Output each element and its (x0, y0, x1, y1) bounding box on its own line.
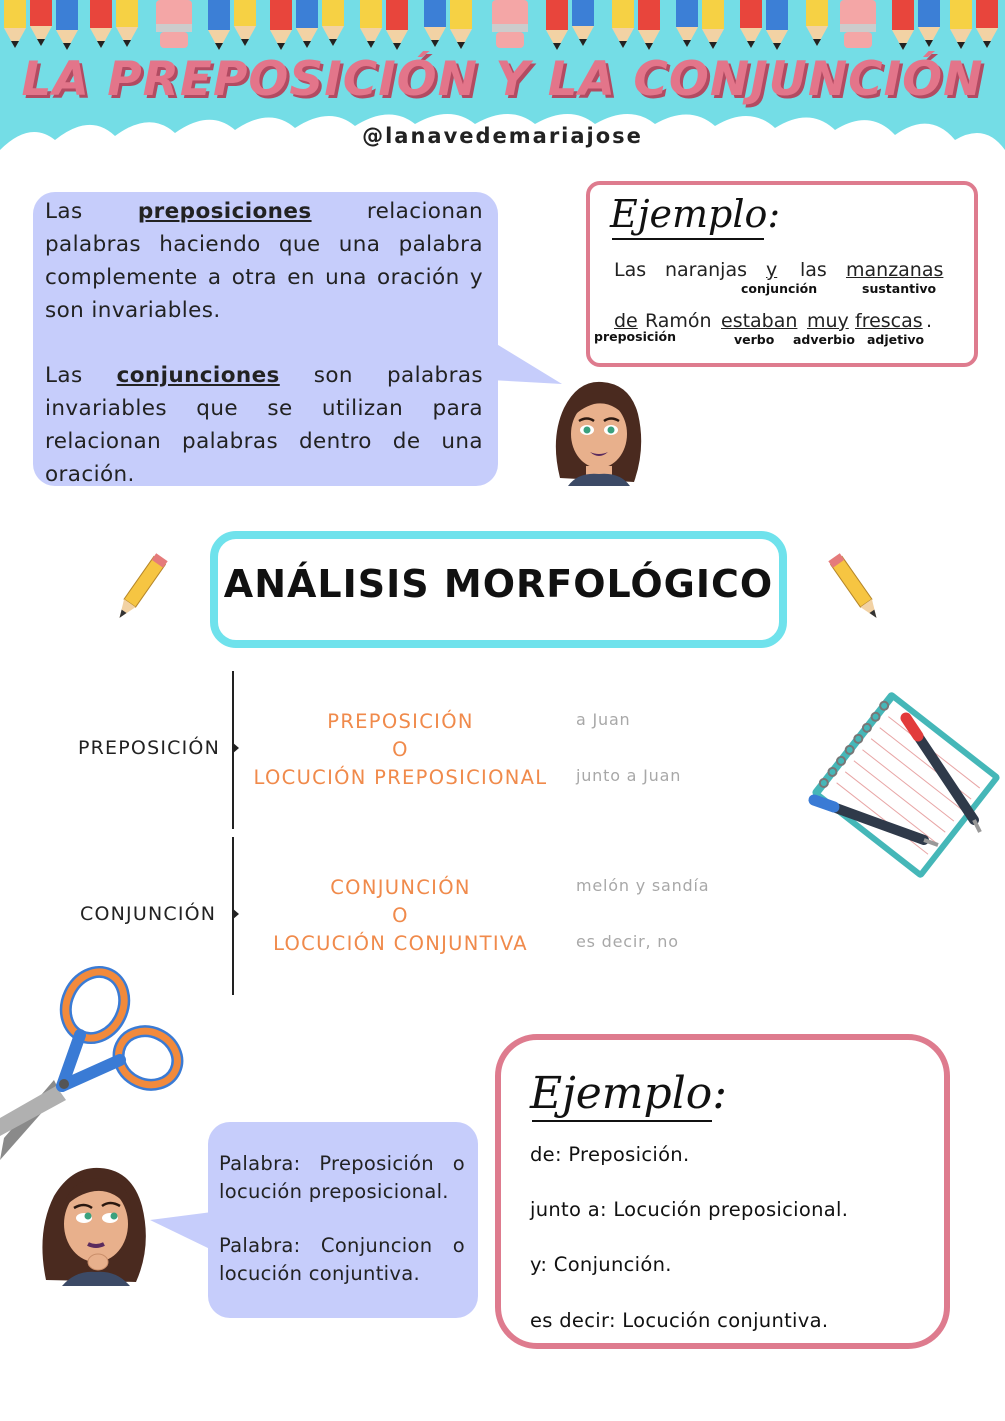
note-conjuncion: Palabra: Conjuncion o locución conjuntiva. (219, 1234, 465, 1285)
example-title: Ejemplo: (530, 1068, 728, 1119)
option-conjuncion: CONJUNCIÓN (330, 876, 471, 899)
ex-word-frescas: frescas (855, 310, 923, 332)
def-rest: relacionan palabras haciendo que una palabra complemente a otra en una oración y son invariables. (45, 199, 483, 323)
ex-word-ramon: Ramón (645, 310, 712, 332)
example-title: Ejemplo: (610, 192, 781, 236)
analysis-title: ANÁLISIS MORFOLÓGICO (223, 562, 774, 606)
example-line: de: Preposición. (530, 1143, 690, 1166)
label-conjuncion: conjunción (741, 281, 818, 296)
ex-period: . (926, 310, 933, 332)
tree-bracket (232, 837, 234, 995)
def-word: Las (45, 199, 83, 224)
author-handle: @lanavedemariajose (362, 124, 643, 148)
ex-word-manzanas: manzanas (846, 259, 944, 281)
term-preposiciones: preposiciones (137, 199, 312, 224)
example-a-juan: a Juan (576, 710, 631, 729)
option-locucion-preposicional: LOCUCIÓN PREPOSICIONAL (253, 766, 548, 789)
example-line: junto a: Locución preposicional. (530, 1198, 849, 1221)
tree-head-conjuncion: CONJUNCIÓN (80, 903, 217, 925)
ex-word-muy: muy (807, 310, 849, 332)
notebook-icon (806, 680, 1005, 890)
label-adjetivo: adjetivo (867, 332, 925, 347)
note-preposicion: Palabra: Preposición o locución preposicional. (219, 1152, 465, 1203)
tree-options-preposicion (244, 708, 557, 792)
ex-word-las: Las (614, 259, 647, 281)
term-conjunciones: conjunciones (116, 363, 280, 388)
option-o: O (392, 738, 409, 761)
tree-bracket (232, 671, 234, 829)
option-preposicion: PREPOSICIÓN (327, 710, 474, 733)
ex-word-y: y (766, 259, 778, 281)
option-locucion-conjuntiva: LOCUCIÓN CONJUNTIVA (273, 932, 528, 955)
pencil-icon (104, 550, 174, 630)
preposition-definition (45, 195, 483, 327)
page-title: LA PREPOSICIÓN Y LA CONJUNCIÓN (21, 52, 984, 107)
example-es-decir-no: es decir, no (576, 932, 679, 951)
ex-word-naranjas: naranjas (665, 259, 748, 281)
label-adverbio: adverbio (793, 332, 855, 347)
bitmoji-avatar (36, 1162, 156, 1286)
ex-word-estaban: estaban (721, 310, 798, 332)
bitmoji-avatar (548, 378, 648, 486)
label-preposicion: preposición (594, 329, 677, 344)
example-line: y: Conjunción. (530, 1253, 672, 1276)
label-verbo: verbo (734, 332, 775, 347)
scissors-icon (0, 960, 190, 1160)
ex-word-de: de (614, 310, 638, 332)
tree-head-preposicion: PREPOSICIÓN (78, 737, 220, 759)
label-sustantivo: sustantivo (862, 281, 937, 296)
conjunction-definition (45, 359, 483, 491)
tree-options-conjuncion (244, 874, 557, 958)
example-title-underline (532, 1120, 712, 1122)
example-junto-a-juan: junto a Juan (576, 766, 682, 785)
def-word: Las (45, 363, 83, 388)
example-melon-y-sandia: melón y sandía (576, 876, 710, 895)
example-line: es decir: Locución conjuntiva. (530, 1309, 829, 1332)
def-rest: son palabras invariables que se utilizan para relacionan palabras dentro de una oración. (45, 363, 484, 487)
ex-word-las-2: las (800, 259, 827, 281)
example-title-underline (612, 238, 764, 240)
option-o: O (392, 904, 409, 927)
pencil-icon (822, 550, 892, 630)
